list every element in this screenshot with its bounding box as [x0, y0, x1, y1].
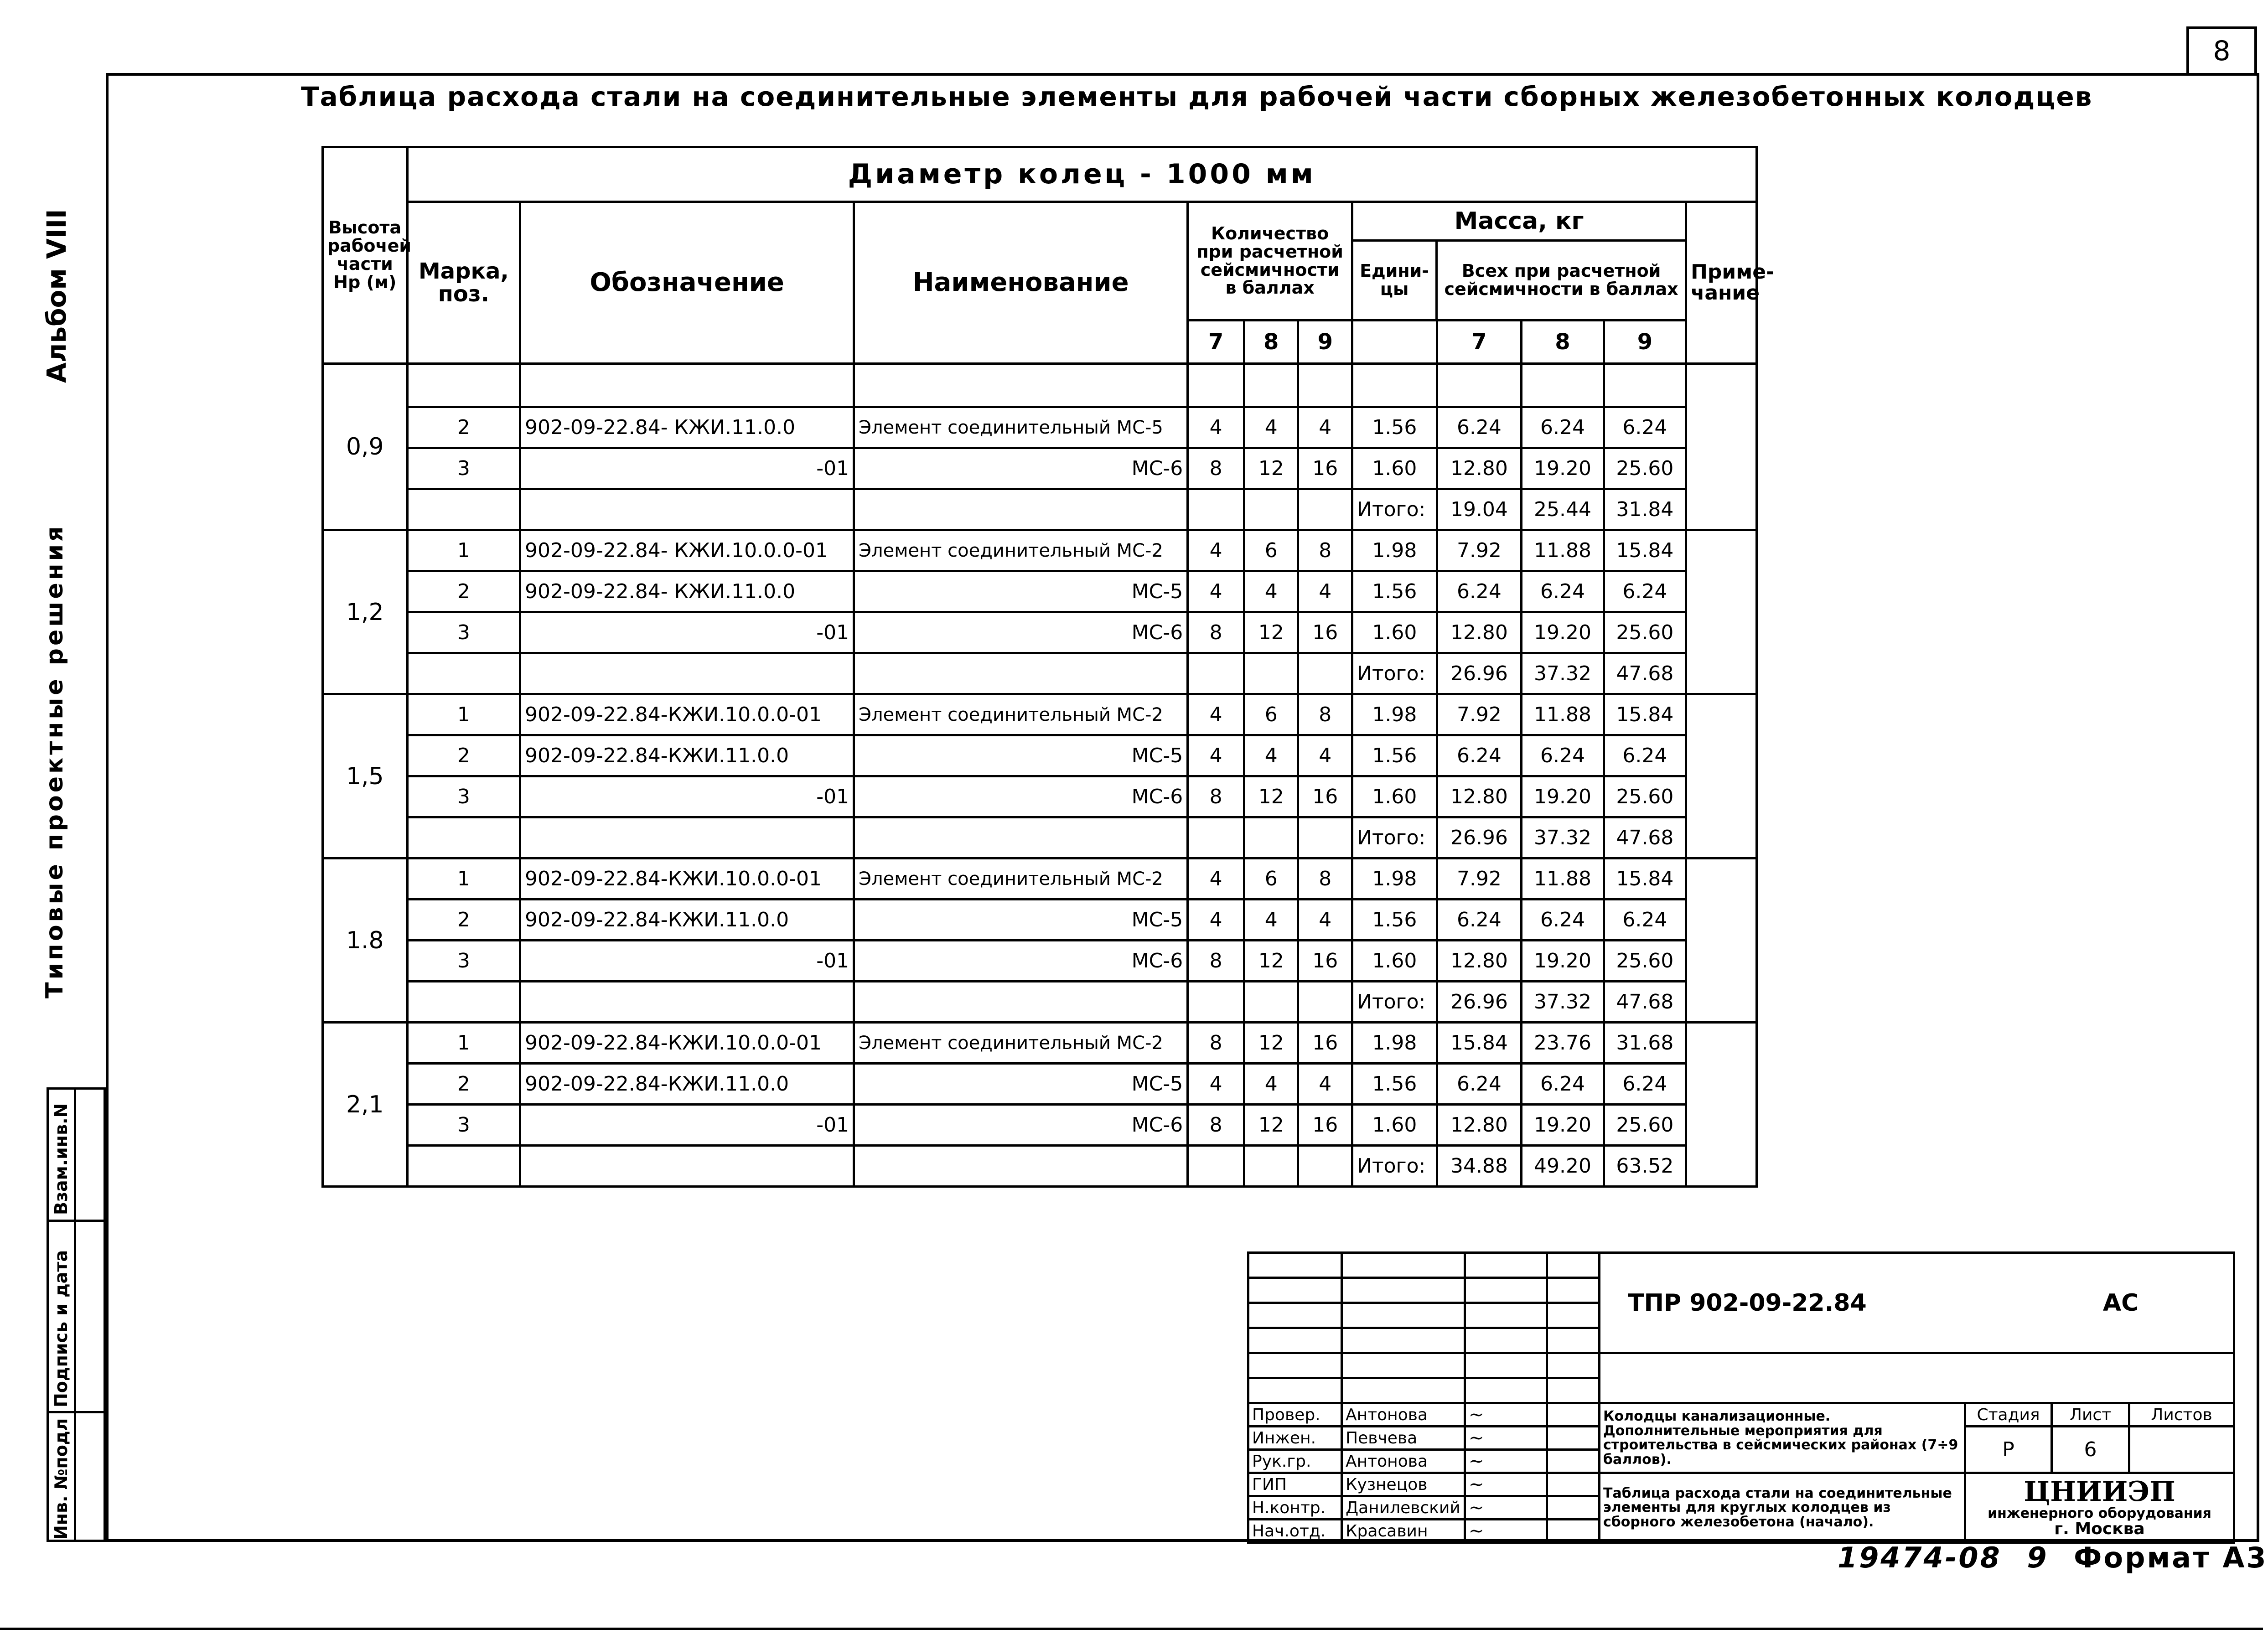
table-row: 2 902-09-22.84-КЖИ.11.0.0 МС-5 4 4 4 1.56 6.24 6.24 6.24: [323, 900, 1757, 941]
group-height: 2,1: [323, 1023, 408, 1187]
qty-seis-8: 8: [1244, 321, 1298, 364]
table-row: 3 -01 МС-6 8 12 16 1.60 12.80 19.20 25.60: [323, 1105, 1757, 1146]
steel-consumption-table: [321, 146, 1775, 1188]
col-designation-header: Обозначение: [520, 202, 854, 364]
mass-seis-9: 9: [1604, 321, 1686, 364]
signature: ~: [1465, 1496, 1547, 1520]
footer: [1838, 1541, 2268, 1574]
sheets-label: Листов: [2129, 1403, 2234, 1427]
note-cell: [1686, 364, 1757, 530]
note-cell: [1686, 858, 1757, 1023]
album-label: Альбом VIII: [41, 209, 72, 383]
page-title: Таблица расхода стали на соединительные элементы для рабочей части сборных железобетонных колодцев: [301, 81, 2093, 112]
doc-suffix: АС: [2102, 1289, 2139, 1317]
organization: [1965, 1473, 2234, 1543]
org-city: г. Москва: [2054, 1520, 2145, 1539]
inv-number: 19474-08: [1838, 1541, 2002, 1574]
table-row: 3 -01 МС-6 8 12 16 1.60 12.80 19.20 25.60: [323, 612, 1757, 653]
total-row: Итого: 26.96 37.32 47.68: [323, 982, 1757, 1023]
col-qty-header: Количество при расчетной сейсмичности в баллах: [1188, 202, 1352, 321]
table-row: 2,1 1 902-09-22.84-КЖИ.10.0.0-01 Элемент соединительный МС-2 8 12 16 1.98 15.84 23.76 31.68: [323, 1023, 1757, 1064]
table-row: 3 -01 МС-6 8 12 16 1.60 12.80 19.20 25.60: [323, 776, 1757, 817]
signature: ~: [1465, 1520, 1547, 1543]
signature: ~: [1465, 1403, 1547, 1427]
signature: ~: [1465, 1450, 1547, 1473]
doc-code: ТПР 902-09-22.84: [1628, 1289, 1867, 1317]
col-name-header: Наименование: [854, 202, 1188, 364]
diameter-header: Диаметр колец - 1000 мм: [407, 147, 1756, 202]
org-line2: инженерного оборудования: [1988, 1505, 2211, 1521]
sheet-value: 6: [2052, 1427, 2129, 1473]
group-height: 1.8: [323, 858, 408, 1023]
note-cell: [1686, 694, 1757, 858]
total-row: Итого: 26.96 37.32 47.68: [323, 817, 1757, 858]
col-note-header: Приме-чание: [1686, 202, 1757, 364]
strip-sep-1: [47, 1220, 106, 1222]
col-height-header: Высота рабочей части Hр (м): [323, 147, 408, 364]
sheet-label: Лист: [2052, 1403, 2129, 1427]
table-row: 1.8 1 902-09-22.84-КЖИ.10.0.0-01 Элемент соединительный МС-2 4 6 8 1.98 7.92 11.88 15.84: [323, 858, 1757, 900]
table-row: 1,5 1 902-09-22.84-КЖИ.10.0.0-01 Элемент соединительный МС-2 4 6 8 1.98 7.92 11.88 15.84: [323, 694, 1757, 735]
podpis-data-label: Подпись и дата: [51, 1250, 71, 1407]
org-name: ЦНИИЭП: [2024, 1475, 2175, 1508]
col-mass-header-group: [1352, 202, 1686, 321]
mass-seis-8: 8: [1522, 321, 1604, 364]
total-row: Итого: 26.96 37.32 47.68: [323, 653, 1757, 694]
stamp-blank: [1600, 1353, 2234, 1403]
signature: ~: [1465, 1473, 1547, 1496]
bottom-trim-line: [0, 1628, 2263, 1630]
sheets-value: [2129, 1427, 2234, 1473]
table-row: 3 -01 МС-6 8 12 16 1.60 12.80 19.20 25.60: [323, 448, 1757, 489]
stage-value: Р: [1965, 1427, 2052, 1473]
table-row: 2 902-09-22.84-КЖИ.11.0.0 МС-5 4 4 4 1.56 6.24 6.24 6.24: [323, 735, 1757, 776]
title-block: ТПР 902-09-22.84 АС Провер. Антонова ~ Колодцы канализационные. Дополнительные мероприятия для строительства в сейсмических районах (7÷9 баллов). Стадия Лист Листов Инжен. Певчева ~ Р 6 Рук.гр. Антонова ~ ГИП Кузнецов ~ Таблица расхода стали на соединительные элементы для круглых колодцев из сборного железобетона (начало). ЦНИИЭП инженерного оборудования г. Москва Н.контр. Данилевский ~ Нач.отд. Красавин ~: [1247, 1251, 2235, 1544]
object-title: Колодцы канализационные. Дополнительные мероприятия для строительства в сейсмических районах (7÷9 баллов).: [1600, 1403, 1965, 1473]
doc-code-cell: [1600, 1253, 2234, 1353]
vzam-inv-label: Взам.инв.N: [51, 1103, 71, 1215]
series-label: Типовые проектные решения: [41, 523, 68, 998]
table-row: 3 -01 МС-6 8 12 16 1.60 12.80 19.20 25.60: [323, 941, 1757, 982]
table-row: 2 902-09-22.84- КЖИ.11.0.0 Элемент соединительный МС-5 4 4 4 1.56 6.24 6.24 6.24: [323, 407, 1757, 448]
col-mark-header: Марка, поз.: [407, 202, 520, 364]
sheet-title: Таблица расхода стали на соединительные элементы для круглых колодцев из сборного железобетона (начало).: [1600, 1473, 1965, 1543]
paper-format: Формат А3: [2074, 1541, 2268, 1574]
total-row: Итого: 34.88 49.20 63.52: [323, 1146, 1757, 1187]
inv-podl-label: Инв. №подл: [51, 1418, 71, 1540]
qty-seis-9: 9: [1298, 321, 1352, 364]
signature: ~: [1465, 1427, 1547, 1450]
left-inventory-strip: [47, 1087, 106, 1542]
qty-seis-7: 7: [1188, 321, 1244, 364]
stage-label: Стадия: [1965, 1403, 2052, 1427]
group-height: 0,9: [323, 364, 408, 530]
table-row: 2 902-09-22.84- КЖИ.11.0.0 МС-5 4 4 4 1.56 6.24 6.24 6.24: [323, 571, 1757, 612]
group-height: 1,5: [323, 694, 408, 858]
table-row: 2 902-09-22.84-КЖИ.11.0.0 МС-5 4 4 4 1.56 6.24 6.24 6.24: [323, 1064, 1757, 1105]
total-row: Итого: 19.04 25.44 31.84: [323, 489, 1757, 530]
strip-sep-2: [47, 1411, 106, 1413]
table-row: 1,2 1 902-09-22.84- КЖИ.10.0.0-01 Элемент соединительный МС-2 4 6 8 1.98 7.92 11.88 15.84: [323, 530, 1757, 571]
col-unit-header: Едини-цы: [1353, 242, 1438, 319]
col-all-header: Всех при расчетной сейсмичности в баллах: [1444, 261, 1678, 299]
note-cell: [1686, 530, 1757, 694]
group-height: 1,2: [323, 530, 408, 694]
sheet-number: 8: [2186, 26, 2257, 73]
col-mass-header: Масса, кг: [1353, 203, 1685, 242]
note-cell: [1686, 1023, 1757, 1187]
footer-page: 9: [2027, 1541, 2049, 1574]
mass-seis-7: 7: [1437, 321, 1522, 364]
unit-spacer: [1352, 321, 1437, 364]
